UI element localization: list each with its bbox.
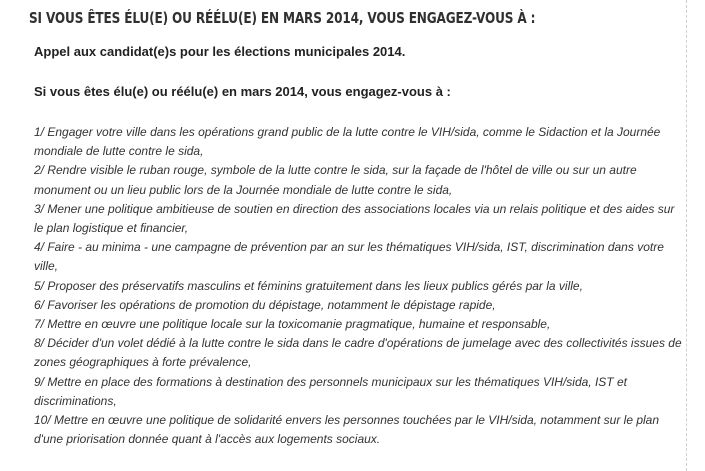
- list-item: 3/ Mener une politique ambitieuse de soutien en direction des associations locales via un relais politique et des aides sur le plan logistique et financier,: [34, 201, 675, 236]
- list-item: 5/ Proposer des préservatifs masculins et féminins gratuitement dans les lieux publics gérés par la ville,: [34, 278, 583, 293]
- sub-heading: Si vous êtes élu(e) ou réélu(e) en mars 2014, vous engagez-vous à :: [34, 84, 451, 99]
- commitments-list: [34, 123, 684, 449]
- list-item: 7/ Mettre en œuvre une politique locale sur la toxicomanie pragmatique, humaine et responsable,: [34, 317, 551, 332]
- list-item: 1/ Engager votre ville dans les opérations grand public de la lutte contre le VIH/sida, comme le Sidaction et la Journée mondiale de lutte contre le sida,: [34, 125, 661, 159]
- list-item: 6/ Favoriser les opérations de promotion du dépistage, notamment le dépistage rapide,: [34, 297, 496, 312]
- list-item: 10/ Mettre en œuvre une politique de solidarité envers les personnes touchées par le VIH/sida, notamment sur le plan d'une priorisation donnée quant à l'accès aux logements sociaux.: [34, 413, 660, 447]
- article-heading: SI VOUS ÊTES ÉLU(E) OU RÉÉLU(E) EN MARS 2014, VOUS ENGAGEZ-VOUS À :: [29, 9, 536, 27]
- list-item: 9/ Mettre en place des formations à destination des personnels municipaux sur les thématiques VIH/sida, IST et discriminations,: [34, 374, 627, 408]
- list-item: 4/ Faire - au minima - une campagne de prévention par an sur les thématiques VIH/sida, IST, discrimination dans votre ville,: [34, 240, 664, 274]
- list-item: 8/ Décider d'un volet dédié à la lutte contre le sida dans le cadre d'opérations de jumelage avec des collectivités issues de zones géographiques à forte prévalence,: [34, 336, 682, 370]
- intro-text: Appel aux candidat(e)s pour les élections municipales 2014.: [34, 44, 406, 59]
- list-item: 2/ Rendre visible le ruban rouge, symbole de la lutte contre le sida, sur la façade de l'hôtel de ville ou sur un autre monument ou un lieu public lors de la Journée mondiale de lutte contre le sida,: [34, 163, 637, 197]
